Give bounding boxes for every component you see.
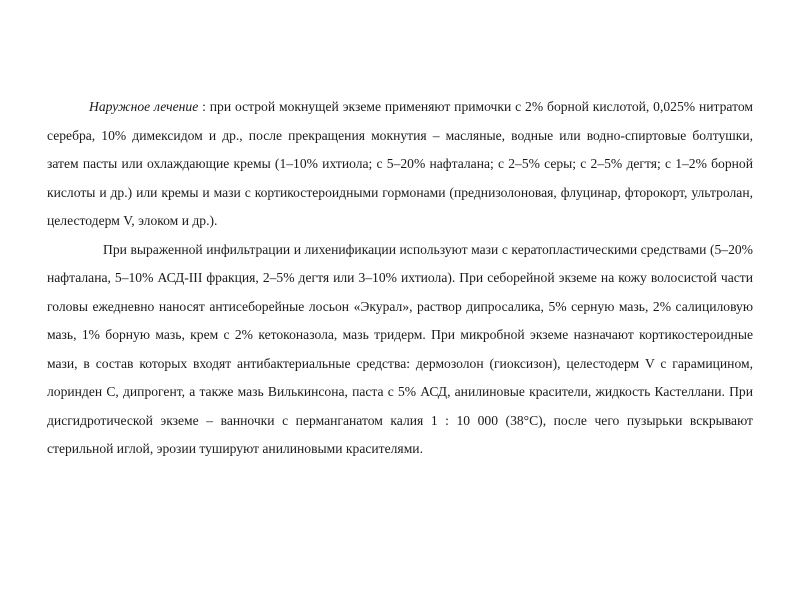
paragraph-body-text: : при острой мокнущей экземе применяют примочки с 2% борной кислотой, 0,025% нитратом серебра, 10% димексидом и др., после прекращения мокнутия – масляные, водные или водно-спиртовые болтушки, затем пасты или охлаждающие кремы (1–10% ихтиола; с 5–20% нафталана; с 2–5% серы; с 2–5% дегтя; с 1–2% борной кислоты и др.) или кремы и мази с кортикостероидными гормонами (преднизолоновая, флуцинар, фторокорт, ультролан, целестодерм V, элоком и др.). <box>47 99 753 228</box>
paragraph-lead-italic: Наружное лечение <box>89 99 199 114</box>
paragraph-infiltration-treatment: При выраженной инфильтрации и лихенификации используют мази с кератопластическими средствами (5–20% нафталана, 5–10% АСД-III фракция, 2–5% дегтя или 3–10% ихтиола). При себорейной экземе на кожу волосистой части головы ежедневно наносят антисеборейные лосьон «Экурал», раствор дипросалика, 5% серную мазь, 2% салициловую мазь, 1% борную мазь, крем с 2% кетоконазола, мазь тридерм. При микробной экземе назначают кортикостероидные мази, в состав которых входят антибактериальные средства: дермозолон (гиоксизон), целестодерм V с гарамицином, лоринден С, дипрогент, а также мазь Вилькинсона, паста с 5% АСД, анилиновые красители, жидкость Кастеллани. При дисгидротической экземе – ванночки с перманганатом калия 1 : 10 000 (38°С), после чего пузырьки вскрывают стерильной иглой, эрозии тушируют анилиновыми красителями. <box>47 241 753 456</box>
paragraph-external-treatment <box>47 93 753 236</box>
